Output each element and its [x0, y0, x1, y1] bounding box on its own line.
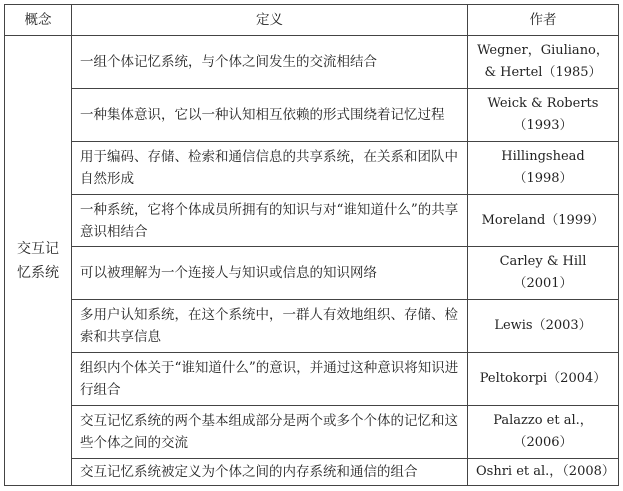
author-cell: Carley & Hill（2001）	[468, 247, 619, 300]
table-row	[5, 300, 619, 353]
header-author: 作者	[468, 5, 619, 36]
table-row	[5, 88, 619, 141]
definition-cell: 交互记忆系统的两个基本组成部分是两个或多个个体的记忆和这些个体之间的交流	[72, 406, 468, 459]
header-concept: 概念	[5, 5, 72, 36]
table-row	[5, 353, 619, 406]
definition-cell: 组织内个体关于“谁知道什么”的意识，并通过这种意识将知识进行组合	[72, 353, 468, 406]
definition-cell: 可以被理解为一个连接人与知识或信息的知识网络	[72, 247, 468, 300]
table-row	[5, 247, 619, 300]
definition-cell: 交互记忆系统被定义为个体之间的内存系统和通信的组合	[72, 458, 468, 485]
definition-cell: 用于编码、存储、检索和通信信息的共享系统，在关系和团队中自然形成	[72, 141, 468, 194]
header-definition: 定义	[72, 5, 468, 36]
definition-cell: 多用户认知系统，在这个系统中，一群人有效地组织、存储、检索和共享信息	[72, 300, 468, 353]
table-row	[5, 141, 619, 194]
author-cell: Moreland（1999）	[468, 194, 619, 247]
author-cell: Lewis（2003）	[468, 300, 619, 353]
concept-cell: 交互记忆系统	[5, 36, 72, 486]
header-row	[5, 5, 619, 36]
author-cell: Wegner，Giuliano，& Hertel（1985）	[468, 36, 619, 89]
author-cell: Palazzo et al.，（2006）	[468, 406, 619, 459]
definition-cell: 一种系统，它将个体成员所拥有的知识与对“谁知道什么”的共享意识相结合	[72, 194, 468, 247]
table-row	[5, 458, 619, 485]
author-cell: Peltokorpi（2004）	[468, 353, 619, 406]
table-row	[5, 194, 619, 247]
table-row	[5, 36, 619, 89]
author-cell: Hillingshead（1998）	[468, 141, 619, 194]
definitions-table	[4, 4, 619, 486]
definition-cell: 一组个体记忆系统，与个体之间发生的交流相结合	[72, 36, 468, 89]
author-cell: Weick & Roberts（1993）	[468, 88, 619, 141]
table-row	[5, 406, 619, 459]
definition-cell: 一种集体意识，它以一种认知相互依赖的形式围绕着记忆过程	[72, 88, 468, 141]
author-cell: Oshri et al.，（2008）	[468, 458, 619, 485]
